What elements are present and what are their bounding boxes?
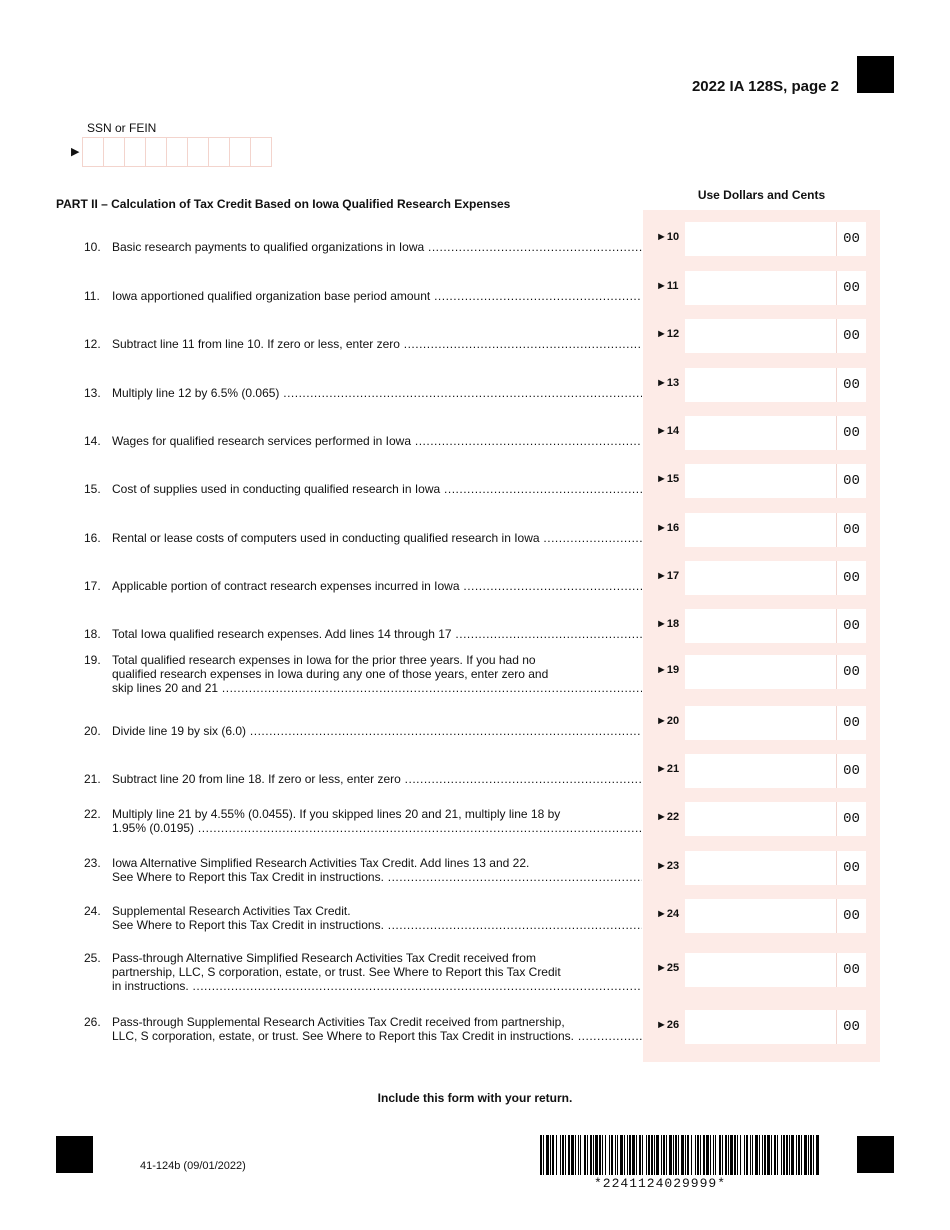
cents-value: 00 — [843, 715, 860, 731]
line-number: 15. — [84, 482, 101, 496]
ssn-label: SSN or FEIN — [87, 121, 157, 135]
footer-note: Include this form with your return. — [377, 1091, 573, 1105]
cents-value: 00 — [843, 908, 860, 924]
barcode-bar — [703, 1135, 705, 1175]
line-description-text: Total Iowa qualified research expenses. Add lines 14 through 17 ..... — [112, 627, 642, 641]
barcode-bar — [656, 1135, 659, 1175]
line-reference: ►15 — [656, 473, 680, 485]
line-description — [112, 904, 642, 932]
amount-input[interactable] — [685, 609, 866, 643]
amount-input[interactable] — [685, 271, 866, 305]
barcode-bar — [764, 1135, 766, 1175]
barcode-bar — [744, 1135, 745, 1175]
line-description-text: Basic research payments to qualified organizations in Iowa ..... — [112, 240, 642, 254]
barcode-bar — [808, 1135, 809, 1175]
barcode-bar — [560, 1135, 561, 1175]
barcode-bar — [568, 1135, 570, 1175]
line-description — [112, 627, 642, 641]
barcode-bar — [750, 1135, 751, 1175]
column-header: Use Dollars and Cents — [697, 188, 826, 202]
part-title: PART II – Calculation of Tax Credit Based on Iowa Qualified Research Expenses — [56, 197, 511, 211]
ssn-digit-box[interactable] — [124, 137, 146, 167]
barcode-bar — [746, 1135, 748, 1175]
cents-value: 00 — [843, 280, 860, 296]
barcode-bar — [605, 1135, 606, 1175]
barcode-bar — [715, 1135, 716, 1175]
barcode-bar — [774, 1135, 776, 1175]
barcode-bar — [578, 1135, 579, 1175]
barcode-bar — [543, 1135, 544, 1175]
cents-value: 00 — [843, 962, 860, 978]
barcode-bar — [740, 1135, 741, 1175]
barcode-bar — [636, 1135, 637, 1175]
cents-value: 00 — [843, 618, 860, 634]
barcode-bar — [810, 1135, 812, 1175]
line-number: 23. — [84, 856, 101, 870]
line-description-text: Wages for qualified research services performed in Iowa ..... — [112, 434, 642, 448]
barcode-bar — [663, 1135, 665, 1175]
barcode-bar — [710, 1135, 711, 1175]
barcode-bar — [798, 1135, 800, 1175]
cents-value: 00 — [843, 425, 860, 441]
barcode-bar — [552, 1135, 554, 1175]
barcode-bar — [593, 1135, 594, 1175]
barcode-bar — [783, 1135, 785, 1175]
barcode-bar — [669, 1135, 672, 1175]
ssn-digit-box[interactable] — [145, 137, 167, 167]
barcode-bar — [789, 1135, 790, 1175]
line-description — [112, 434, 642, 448]
barcode-bar — [801, 1135, 802, 1175]
amount-input[interactable] — [685, 319, 866, 353]
cents-value: 00 — [843, 473, 860, 489]
barcode-bar — [646, 1135, 647, 1175]
line-description — [112, 386, 642, 400]
amount-input[interactable] — [685, 706, 866, 740]
barcode-bar — [627, 1135, 628, 1175]
ssn-input[interactable] — [82, 137, 271, 166]
line-number: 18. — [84, 627, 101, 641]
barcode-bar — [719, 1135, 721, 1175]
barcode-bar — [713, 1135, 714, 1175]
ssn-digit-box[interactable] — [208, 137, 230, 167]
line-description-text: Subtract line 20 from line 18. If zero or less, enter zero ..... — [112, 772, 642, 786]
line-reference: ►16 — [656, 522, 680, 534]
line-description-text: partnership, LLC, S corporation, estate, or trust. See Where to Report this Tax Credit — [112, 965, 561, 979]
barcode-bar — [624, 1135, 625, 1175]
barcode-bar — [755, 1135, 758, 1175]
line-description — [112, 724, 642, 738]
line-description — [112, 579, 642, 593]
line-number: 13. — [84, 386, 101, 400]
line-description-text: See Where to Report this Tax Credit in instructions. ..... — [112, 870, 642, 884]
line-reference: ►25 — [656, 962, 680, 974]
barcode-bar — [562, 1135, 564, 1175]
line-description-text: Multiply line 21 by 4.55% (0.0455). If you skipped lines 20 and 21, multiply line 18 by — [112, 807, 561, 821]
ssn-digit-box[interactable] — [250, 137, 272, 167]
barcode-bar — [666, 1135, 667, 1175]
line-reference: ►18 — [656, 618, 680, 630]
barcode-bar — [771, 1135, 772, 1175]
barcode-bar — [651, 1135, 653, 1175]
line-reference: ►20 — [656, 715, 680, 727]
cents-value: 00 — [843, 231, 860, 247]
cents-value: 00 — [843, 664, 860, 680]
line-description-text: Iowa apportioned qualified organization base period amount ..... — [112, 289, 642, 303]
line-number: 25. — [84, 951, 101, 965]
barcode-bar — [752, 1135, 753, 1175]
cents-value: 00 — [843, 377, 860, 393]
ssn-digit-box[interactable] — [82, 137, 104, 167]
amount-input[interactable] — [685, 222, 866, 256]
barcode — [540, 1135, 820, 1175]
line-number: 21. — [84, 772, 101, 786]
barcode-bar — [546, 1135, 549, 1175]
barcode-bar — [661, 1135, 662, 1175]
amount-input[interactable] — [685, 899, 866, 933]
barcode-bar — [730, 1135, 733, 1175]
cents-value: 00 — [843, 860, 860, 876]
cents-value: 00 — [843, 811, 860, 827]
barcode-bar — [678, 1135, 679, 1175]
page-title: 2022 IA 128S, page 2 — [691, 78, 839, 95]
line-description-text: Total qualified research expenses in Iowa for the prior three years. If you had no — [112, 653, 536, 667]
line-number: 11. — [84, 289, 100, 303]
line-description — [112, 653, 642, 695]
barcode-bar — [728, 1135, 729, 1175]
amount-input[interactable] — [685, 513, 866, 547]
barcode-bar — [681, 1135, 684, 1175]
line-reference: ►10 — [656, 231, 680, 243]
barcode-bar — [759, 1135, 760, 1175]
line-description-text: See Where to Report this Tax Credit in instructions. ..... — [112, 918, 642, 932]
line-description-text: in instructions. ..... — [112, 979, 642, 993]
barcode-bar — [673, 1135, 674, 1175]
line-description — [112, 807, 642, 835]
line-description-text: Multiply line 12 by 6.5% (0.065) ..... — [112, 386, 642, 400]
barcode-bar — [813, 1135, 814, 1175]
line-number: 10. — [84, 240, 101, 254]
barcode-bar — [767, 1135, 770, 1175]
barcode-bar — [781, 1135, 782, 1175]
barcode-bar — [540, 1135, 542, 1175]
registration-mark-bottom-right — [857, 1136, 894, 1173]
line-reference: ►26 — [656, 1019, 680, 1031]
line-description-text: Iowa Alternative Simplified Research Activities Tax Credit. Add lines 13 and 22. — [112, 856, 530, 870]
barcode-bar — [556, 1135, 557, 1175]
barcode-bar — [762, 1135, 763, 1175]
amount-input[interactable] — [685, 561, 866, 595]
barcode-bar — [587, 1135, 588, 1175]
barcode-bar — [629, 1135, 631, 1175]
line-description-text: Subtract line 11 from line 10. If zero or less, enter zero ..... — [112, 337, 642, 351]
barcode-bar — [685, 1135, 686, 1175]
amount-input[interactable] — [685, 416, 866, 450]
barcode-bar — [632, 1135, 635, 1175]
barcode-bar — [695, 1135, 696, 1175]
barcode-bar — [590, 1135, 592, 1175]
barcode-bar — [796, 1135, 797, 1175]
line-description — [112, 856, 642, 884]
line-description — [112, 289, 642, 303]
line-description-text: Applicable portion of contract research expenses incurred in Iowa ..... — [112, 579, 642, 593]
line-description-text: Pass-through Supplemental Research Activities Tax Credit received from partnership, — [112, 1015, 565, 1029]
line-number: 26. — [84, 1015, 101, 1029]
line-description-text: Divide line 19 by six (6.0) ..... — [112, 724, 642, 738]
barcode-bar — [609, 1135, 610, 1175]
line-reference: ►17 — [656, 570, 680, 582]
barcode-bar — [816, 1135, 819, 1175]
barcode-bar — [584, 1135, 586, 1175]
amount-input[interactable] — [685, 464, 866, 498]
barcode-bar — [777, 1135, 778, 1175]
amount-input[interactable] — [685, 754, 866, 788]
barcode-bar — [620, 1135, 623, 1175]
barcode-text: *2241124029999* — [593, 1176, 727, 1191]
ssn-digit-box[interactable] — [229, 137, 251, 167]
registration-mark-top-right — [857, 56, 894, 93]
barcode-bar — [791, 1135, 794, 1175]
form-id: 41-124b (09/01/2022) — [140, 1160, 246, 1172]
line-description-text: Pass-through Alternative Simplified Research Activities Tax Credit received from — [112, 951, 536, 965]
barcode-bar — [639, 1135, 641, 1175]
line-reference: ►11 — [656, 280, 679, 292]
line-number: 22. — [84, 807, 101, 821]
line-description — [112, 772, 642, 786]
amount-input[interactable] — [685, 655, 866, 689]
line-number: 24. — [84, 904, 101, 918]
barcode-bar — [575, 1135, 576, 1175]
barcode-bar — [706, 1135, 709, 1175]
barcode-bar — [804, 1135, 807, 1175]
barcode-bar — [580, 1135, 581, 1175]
amount-input[interactable] — [685, 953, 866, 987]
line-description-text: Supplemental Research Activities Tax Credit. — [112, 904, 351, 918]
line-reference: ►13 — [656, 377, 680, 389]
barcode-bar — [599, 1135, 601, 1175]
barcode-bar — [654, 1135, 655, 1175]
line-reference: ►19 — [656, 664, 680, 676]
line-number: 17. — [84, 579, 101, 593]
barcode-bar — [737, 1135, 738, 1175]
barcode-bar — [725, 1135, 727, 1175]
cents-value: 00 — [843, 570, 860, 586]
barcode-bar — [595, 1135, 598, 1175]
barcode-bar — [734, 1135, 736, 1175]
line-description — [112, 337, 642, 351]
barcode-bar — [571, 1135, 574, 1175]
cents-value: 00 — [843, 522, 860, 538]
amount-input[interactable] — [685, 851, 866, 885]
barcode-bar — [675, 1135, 677, 1175]
line-reference: ►21 — [656, 763, 680, 775]
barcode-bar — [786, 1135, 788, 1175]
ssn-digit-box[interactable] — [187, 137, 209, 167]
line-description-text: qualified research expenses in Iowa during any one of those years, enter zero and — [112, 667, 549, 681]
barcode-bar — [687, 1135, 689, 1175]
ssn-arrow-icon: ▶ — [71, 146, 80, 158]
line-reference: ►23 — [656, 860, 680, 872]
line-number: 14. — [84, 434, 101, 448]
line-description — [112, 951, 642, 993]
barcode-bar — [602, 1135, 603, 1175]
registration-mark-bottom-left — [56, 1136, 93, 1173]
line-description-text: Cost of supplies used in conducting qualified research in Iowa ..... — [112, 482, 642, 496]
amount-input[interactable] — [685, 802, 866, 836]
barcode-bar — [691, 1135, 692, 1175]
line-description-text: 1.95% (0.0195) ..... — [112, 821, 642, 835]
line-reference: ►24 — [656, 908, 680, 920]
line-number: 20. — [84, 724, 101, 738]
line-description-text: Rental or lease costs of computers used in conducting qualified research in Iowa ..... — [112, 531, 642, 545]
line-number: 12. — [84, 337, 101, 351]
barcode-bar — [697, 1135, 699, 1175]
barcode-bar — [642, 1135, 643, 1175]
line-number: 19. — [84, 653, 101, 667]
barcode-bar — [550, 1135, 551, 1175]
line-number: 16. — [84, 531, 101, 545]
line-description-text: skip lines 20 and 21 ..... — [112, 681, 642, 695]
cents-value: 00 — [843, 763, 860, 779]
line-description — [112, 482, 642, 496]
barcode-bar — [611, 1135, 613, 1175]
line-description-text: LLC, S corporation, estate, or trust. See Where to Report this Tax Credit in instructions. ..... — [112, 1029, 642, 1043]
ssn-digit-box[interactable] — [166, 137, 188, 167]
barcode-bar — [722, 1135, 723, 1175]
barcode-bar — [615, 1135, 616, 1175]
cents-value: 00 — [843, 328, 860, 344]
barcode-bar — [565, 1135, 566, 1175]
line-description — [112, 1015, 642, 1043]
line-description — [112, 531, 642, 545]
amount-input[interactable] — [685, 1010, 866, 1044]
amount-input[interactable] — [685, 368, 866, 402]
barcode-bar — [617, 1135, 618, 1175]
line-reference: ►14 — [656, 425, 680, 437]
ssn-digit-box[interactable] — [103, 137, 125, 167]
barcode-bar — [648, 1135, 650, 1175]
line-reference: ►22 — [656, 811, 680, 823]
line-reference: ►12 — [656, 328, 680, 340]
line-description — [112, 240, 642, 254]
cents-value: 00 — [843, 1019, 860, 1035]
barcode-bar — [700, 1135, 701, 1175]
